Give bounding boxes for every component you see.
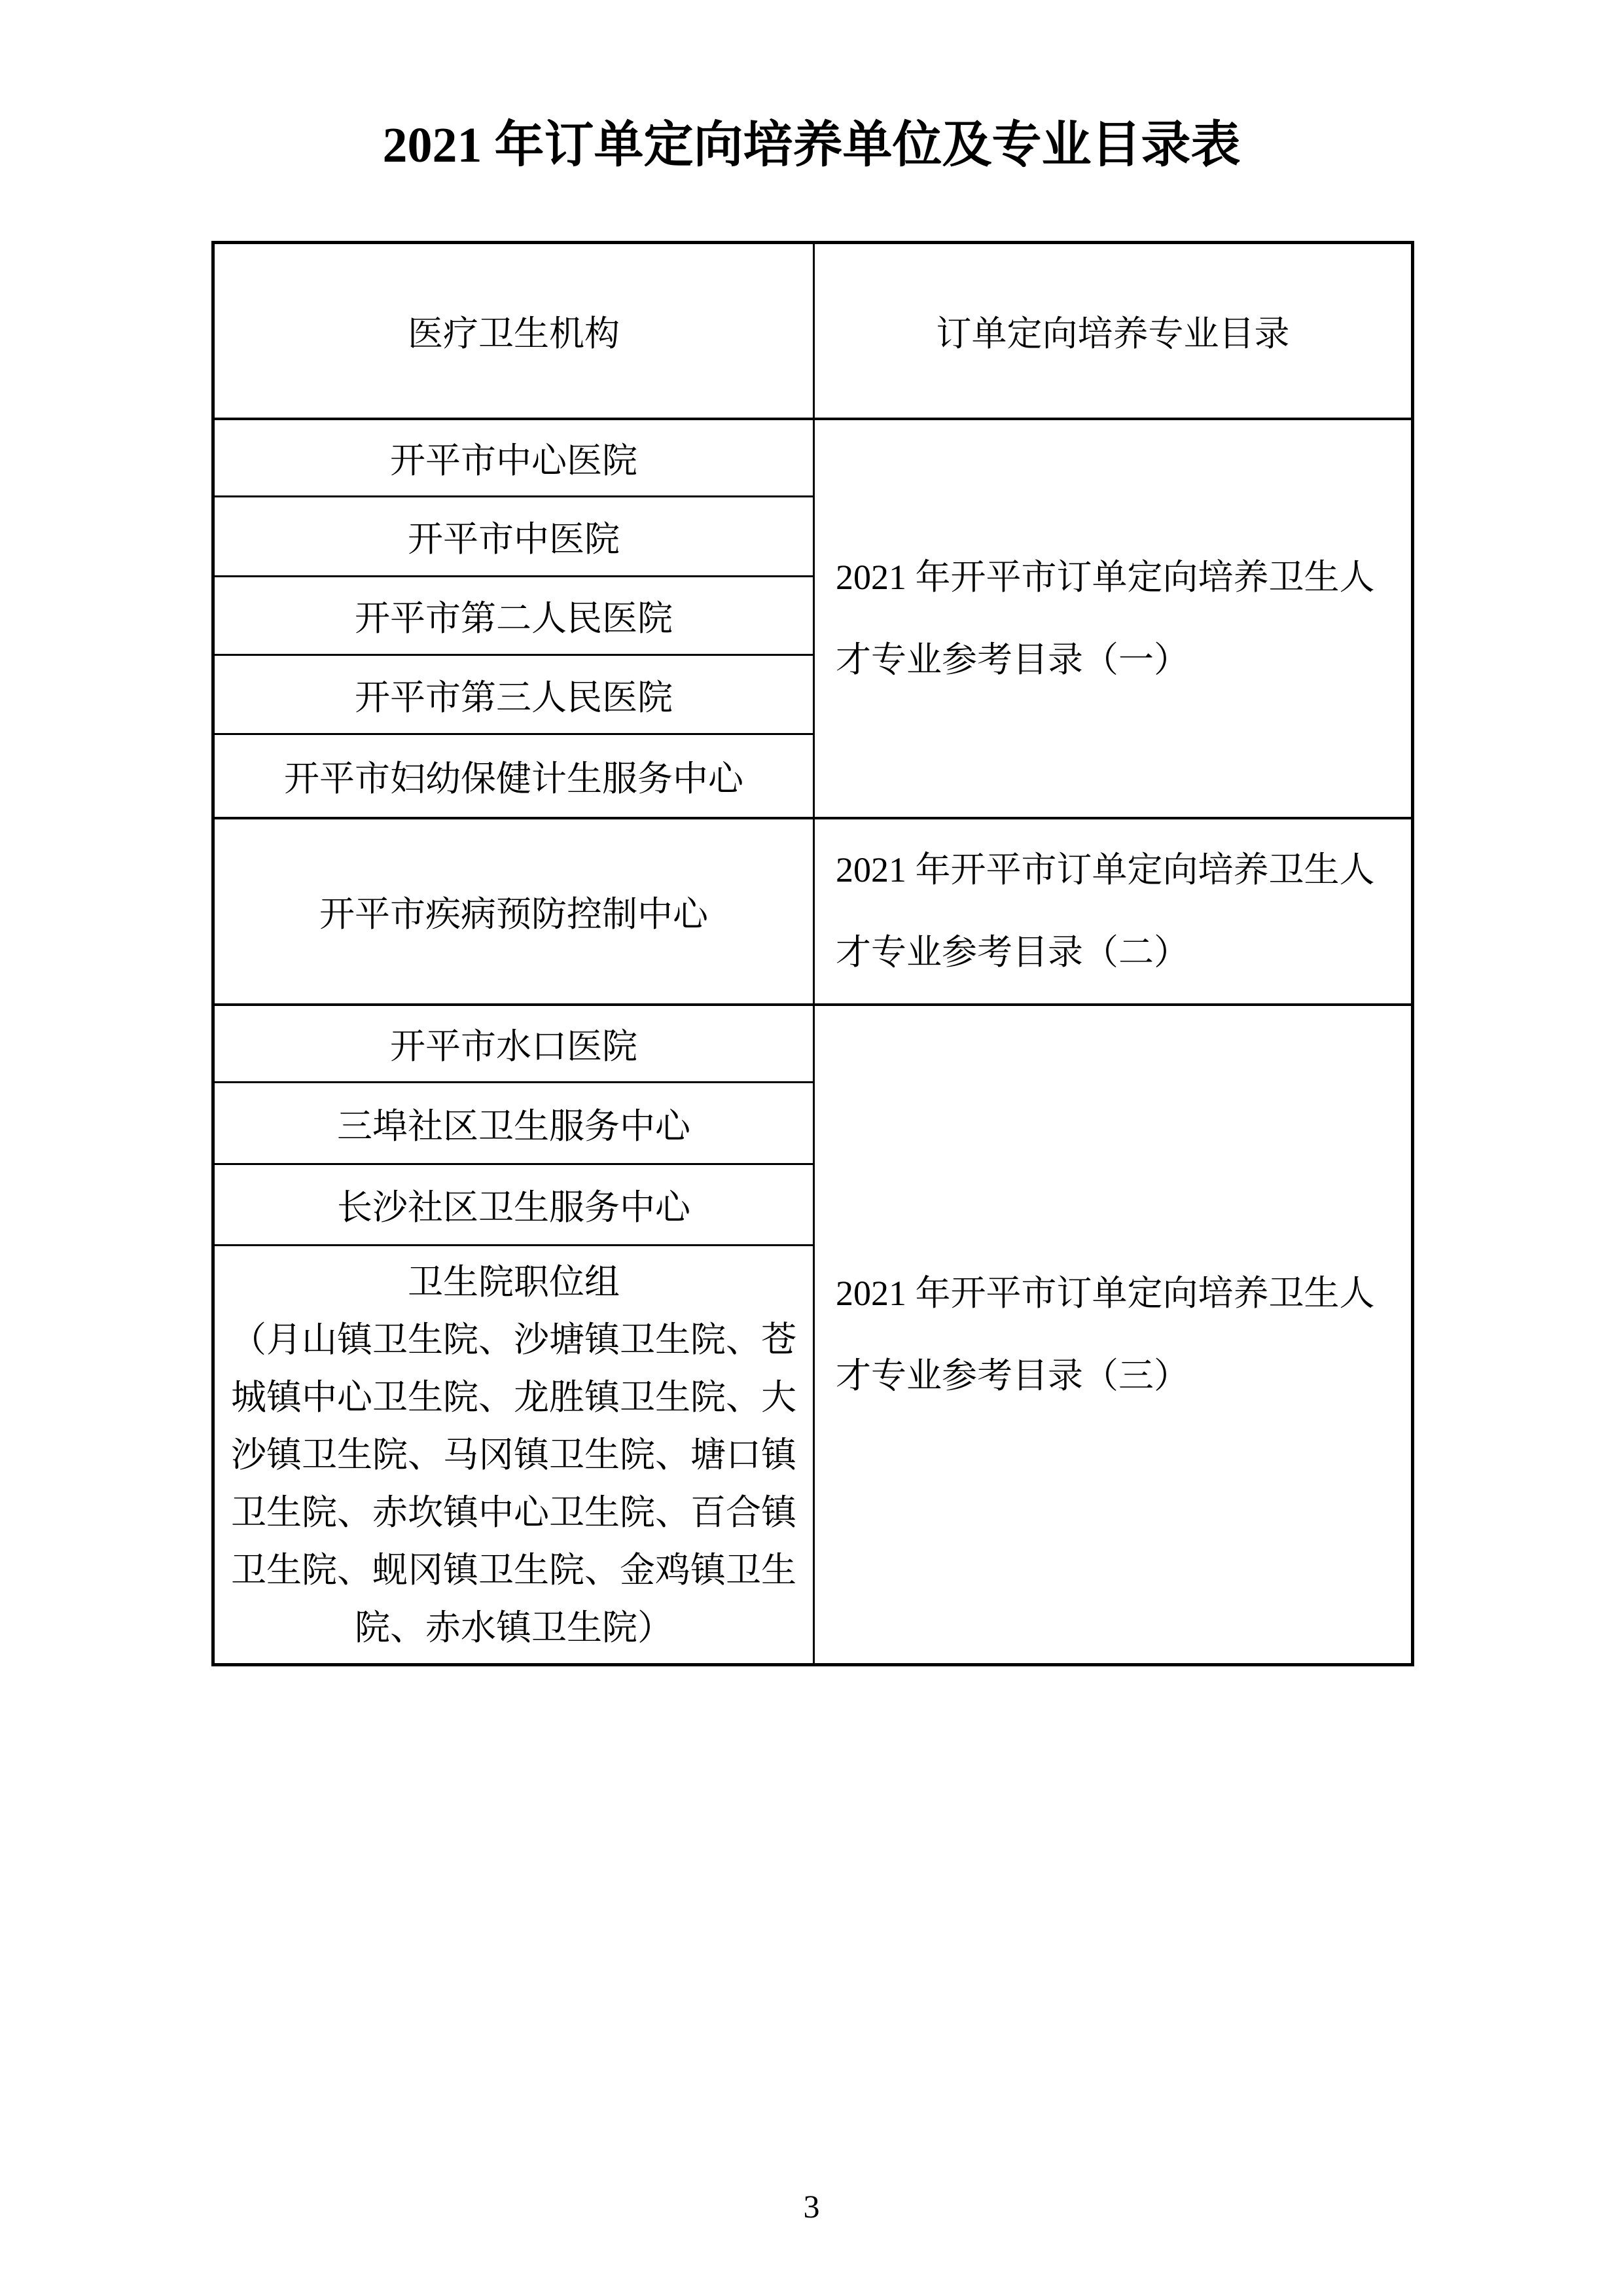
catalog-text-line: 2021 年开平市订单定向培养卫生人: [836, 1273, 1375, 1313]
health-center-group-list-line: （月山镇卫生院、沙塘镇卫生院、苍: [231, 1319, 796, 1359]
institution-cell-central-hospital: 开平市中心医院: [213, 419, 814, 497]
catalog-table: [211, 241, 1414, 1666]
header-cell-institution: 医疗卫生机构: [213, 243, 814, 419]
institution-cell-sanbu-community-center: 三埠社区卫生服务中心: [213, 1083, 814, 1164]
institution-cell-mch-service-center: 开平市妇幼保健计生服务中心: [213, 734, 814, 818]
institution-cell-second-peoples-hospital: 开平市第二人民医院: [213, 577, 814, 655]
health-center-group-title: 卫生院职位组: [408, 1262, 620, 1302]
table-row: [213, 818, 1413, 1005]
institution-cell-tcm-hospital: 开平市中医院: [213, 497, 814, 577]
table-header-row: [213, 243, 1413, 419]
institution-cell-shuikou-hospital: 开平市水口医院: [213, 1005, 814, 1083]
page-title: 2021 年订单定向培养单位及专业目录表: [382, 118, 1241, 173]
health-center-group-list-line: 城镇中心卫生院、龙胜镇卫生院、大: [231, 1377, 796, 1417]
table-row: [213, 1005, 1413, 1083]
header-cell-catalog: 订单定向培养专业目录: [814, 243, 1413, 419]
institution-cell-changsha-community-center: 长沙社区卫生服务中心: [213, 1164, 814, 1246]
page-number: 3: [803, 2188, 820, 2225]
health-center-group-list-line: 院、赤水镇卫生院）: [355, 1607, 673, 1647]
institution-cell-health-center-group: [213, 1246, 814, 1665]
catalog-cell-group-1: [814, 419, 1413, 818]
catalog-text-line: 才专业参考目录（三）: [836, 1355, 1189, 1395]
health-center-group-list-line: 卫生院、赤坎镇中心卫生院、百合镇: [231, 1492, 796, 1532]
institution-cell-third-peoples-hospital: 开平市第三人民医院: [213, 655, 814, 734]
table-row: [213, 419, 1413, 497]
catalog-text-line: 2021 年开平市订单定向培养卫生人: [836, 850, 1375, 889]
institution-cell-cdc: 开平市疾病预防控制中心: [213, 818, 814, 1005]
catalog-cell-group-3: [814, 1005, 1413, 1665]
catalog-text-line: 才专业参考目录（一）: [836, 639, 1189, 679]
catalog-text-line: 2021 年开平市订单定向培养卫生人: [836, 557, 1375, 597]
health-center-group-list-line: 卫生院、蚬冈镇卫生院、金鸡镇卫生: [231, 1550, 796, 1590]
catalog-text-line: 才专业参考目录（二）: [836, 933, 1189, 972]
health-center-group-list-line: 沙镇卫生院、马冈镇卫生院、塘口镇: [231, 1435, 796, 1475]
catalog-cell-group-2: [814, 818, 1413, 1005]
